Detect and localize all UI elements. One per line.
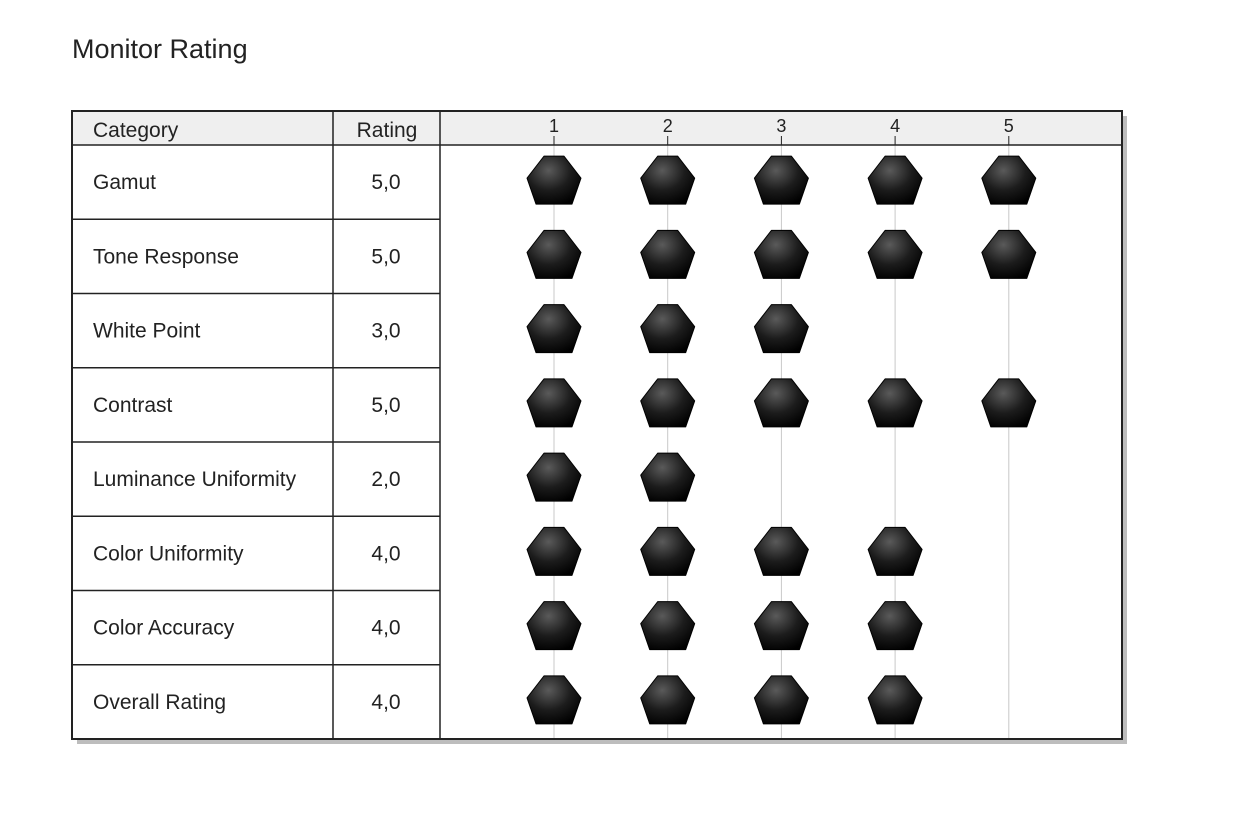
header-rating: Rating [356, 119, 418, 142]
tick-label-3: 3 [776, 116, 787, 136]
row-rating-value: 4,0 [371, 542, 401, 566]
row-rating-value: 5,0 [371, 171, 401, 195]
row-rating-value: 4,0 [371, 616, 401, 640]
tick-label-1: 1 [548, 116, 560, 136]
table-background [72, 111, 1122, 739]
row-rating-value: 5,0 [371, 245, 401, 269]
tick-label-2: 2 [662, 116, 673, 136]
tick-label-5: 5 [1003, 116, 1014, 136]
row-rating-value: 4,0 [371, 690, 401, 714]
row-category-label: Luminance Uniformity [93, 468, 297, 492]
tick-label-4: 4 [890, 116, 901, 136]
table-header [72, 111, 1122, 145]
row-category-label: Color Uniformity [93, 542, 244, 566]
row-category-label: Overall Rating [93, 690, 227, 714]
row-category-label: Gamut [93, 171, 157, 195]
row-rating-value: 2,0 [371, 468, 401, 492]
row-category-label: White Point [93, 319, 201, 343]
row-category-label: Tone Response [93, 245, 239, 269]
page-title: Monitor Rating [72, 34, 248, 64]
header-category: Category [93, 119, 179, 142]
row-category-label: Color Accuracy [93, 616, 235, 640]
row-category-label: Contrast [93, 393, 173, 417]
row-rating-value: 5,0 [371, 393, 401, 417]
row-rating-value: 3,0 [371, 319, 401, 343]
